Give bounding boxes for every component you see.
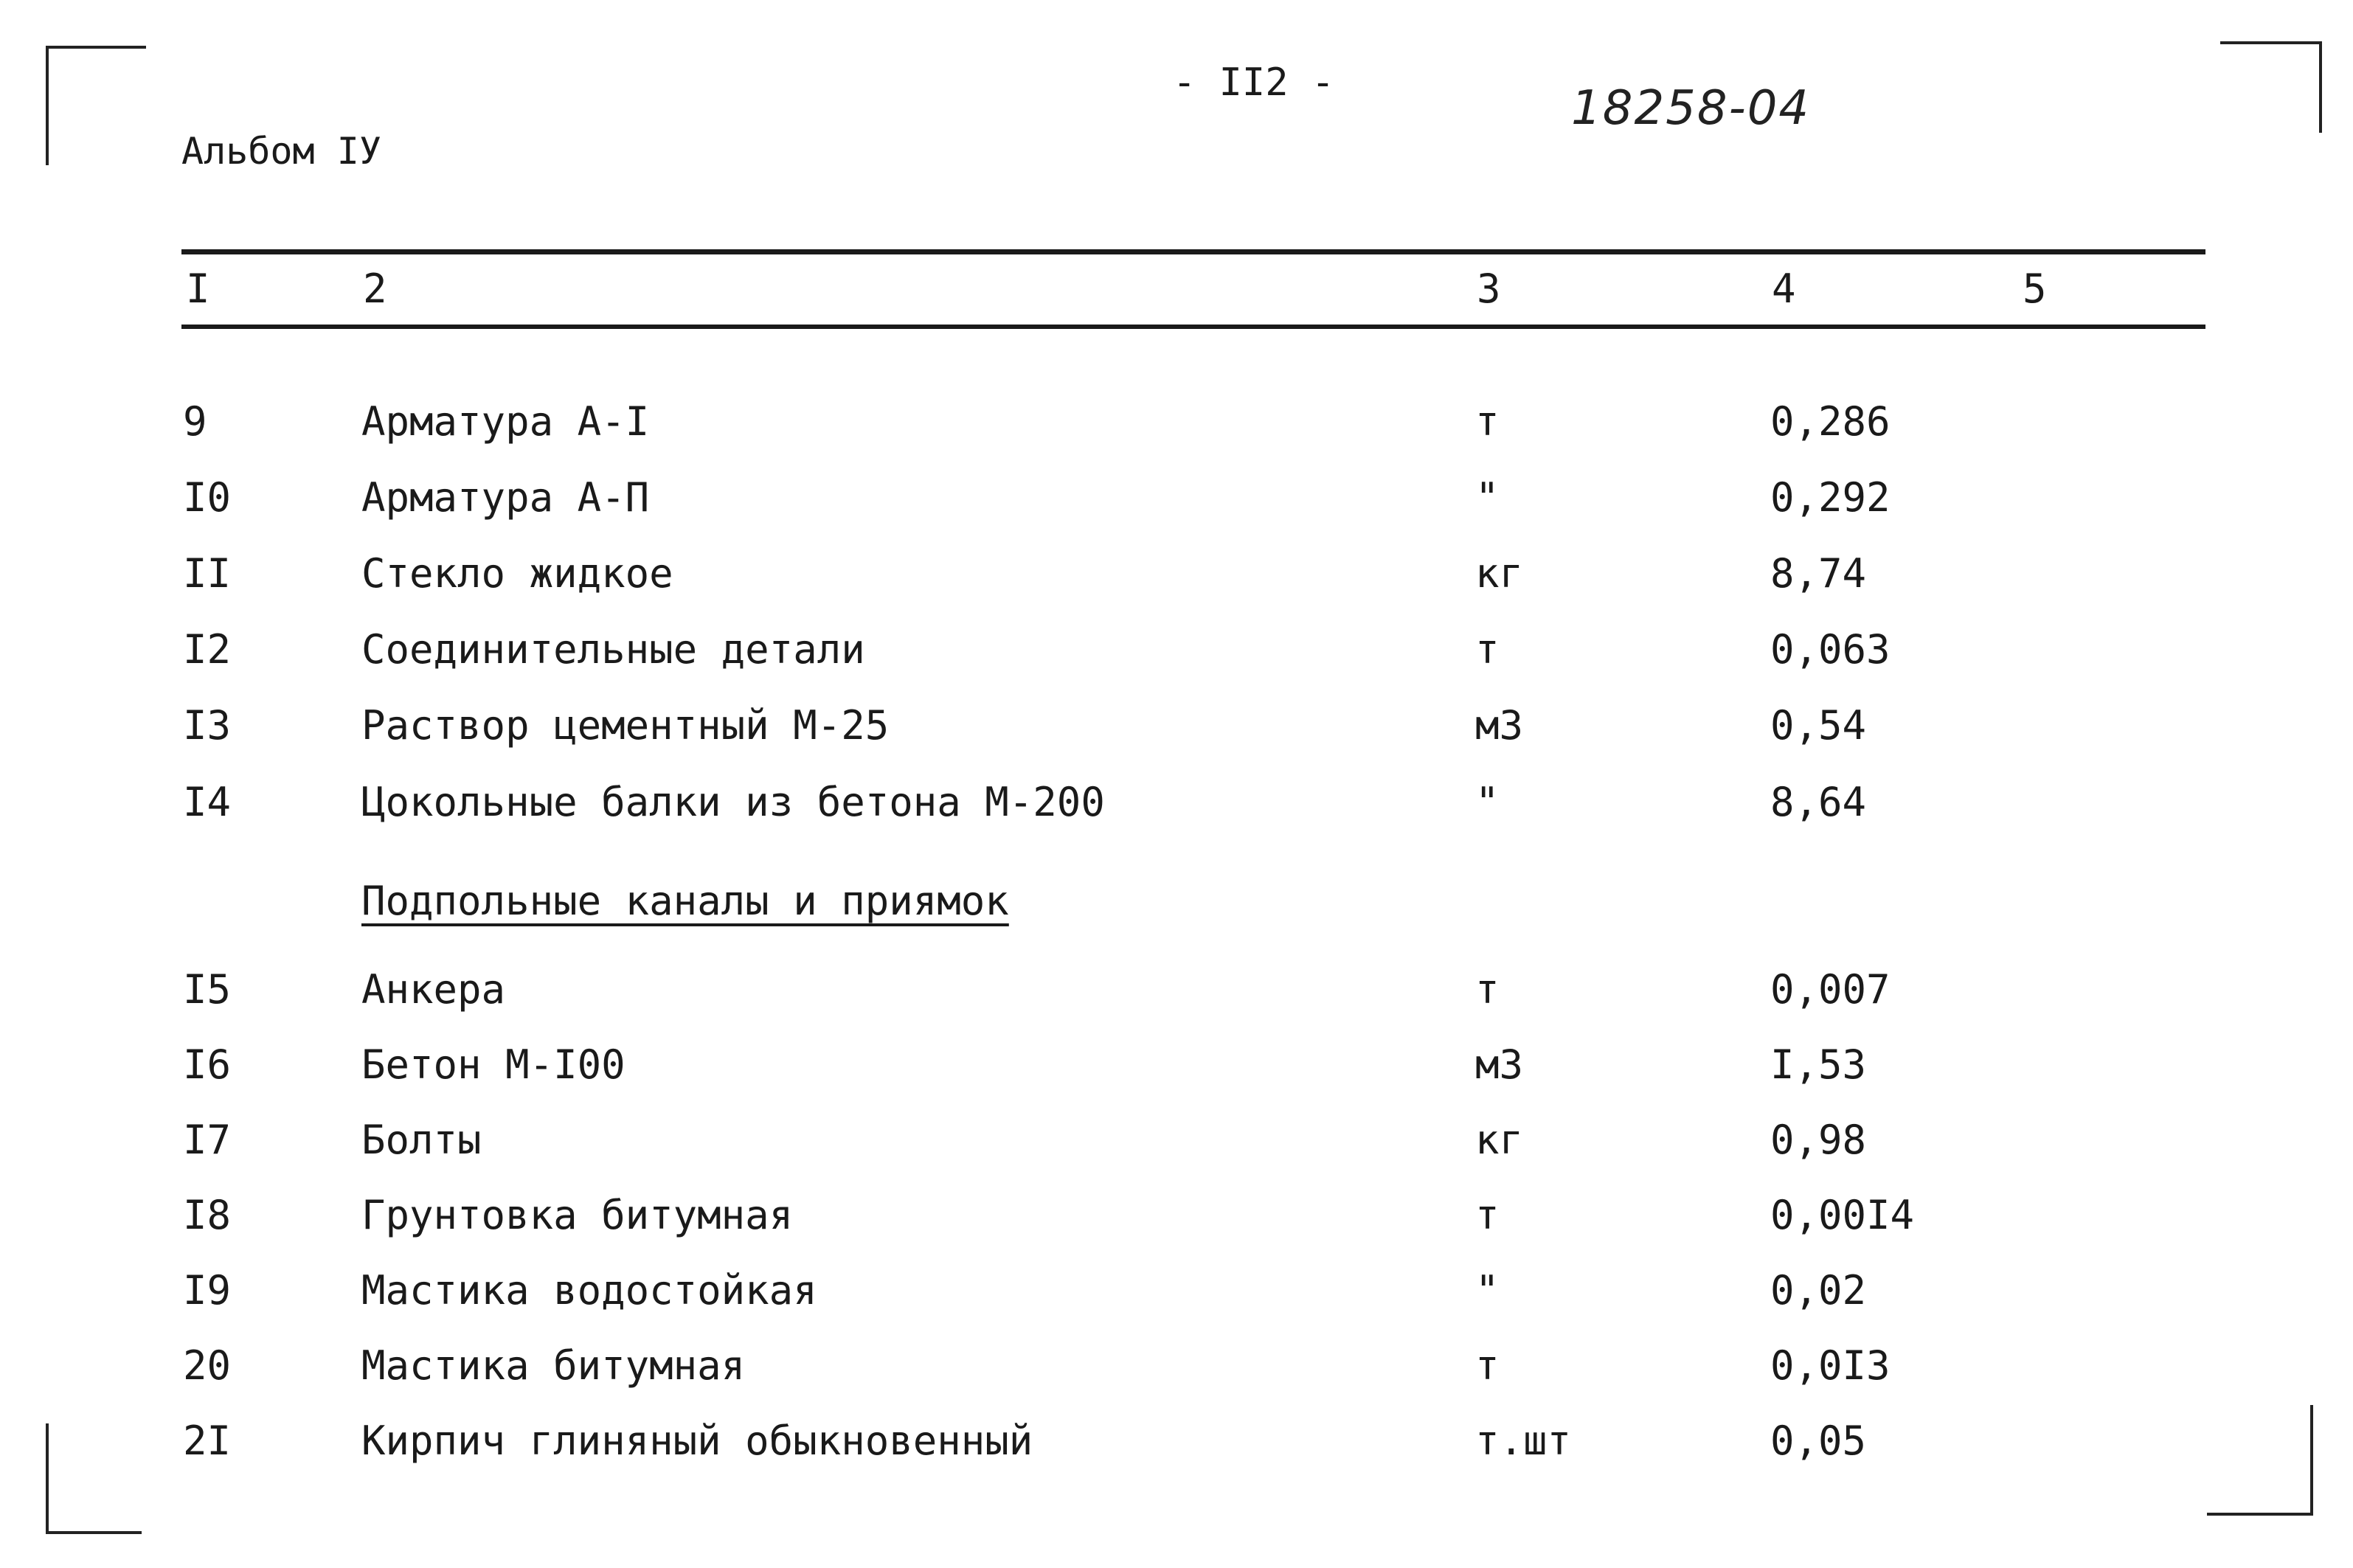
row-quantity: 0,292 bbox=[1770, 474, 1891, 521]
row-unit: т bbox=[1475, 1192, 1500, 1238]
row-number: 2I bbox=[183, 1418, 232, 1464]
column-header-1: I bbox=[186, 266, 210, 312]
row-number: I2 bbox=[183, 626, 232, 673]
row-unit: " bbox=[1475, 474, 1500, 521]
table-row bbox=[0, 398, 2353, 457]
row-name: Болты bbox=[361, 1117, 482, 1163]
table-row bbox=[0, 1342, 2353, 1401]
table-row bbox=[0, 1041, 2353, 1100]
row-quantity: 0,007 bbox=[1770, 966, 1891, 1013]
row-number: I5 bbox=[183, 966, 232, 1013]
table-row bbox=[0, 1418, 2353, 1477]
row-unit: т bbox=[1475, 398, 1500, 445]
table-row bbox=[0, 702, 2353, 761]
corner-mark-top-left bbox=[46, 46, 146, 165]
row-quantity: 0,05 bbox=[1770, 1418, 1867, 1464]
column-header-2: 2 bbox=[363, 266, 387, 312]
table-row bbox=[0, 550, 2353, 609]
row-unit: т bbox=[1475, 626, 1500, 673]
row-name: Бетон М-I00 bbox=[361, 1041, 625, 1088]
row-name: Цокольные балки из бетона М-200 bbox=[361, 779, 1105, 825]
table-row bbox=[0, 1117, 2353, 1176]
row-number: 9 bbox=[183, 398, 207, 445]
table-row bbox=[0, 1192, 2353, 1251]
row-name: Соединительные детали bbox=[361, 626, 865, 673]
table-row bbox=[0, 779, 2353, 838]
section-title: Подпольные каналы и приямок bbox=[361, 878, 1009, 924]
row-number: I6 bbox=[183, 1041, 232, 1088]
row-quantity: I,53 bbox=[1770, 1041, 1867, 1088]
row-number: 20 bbox=[183, 1342, 232, 1389]
row-name: Мастика водостойкая bbox=[361, 1267, 817, 1314]
table-row bbox=[0, 1267, 2353, 1326]
row-name: Раствор цементный М-25 bbox=[361, 702, 890, 749]
row-name: Стекло жидкое bbox=[361, 550, 673, 597]
row-unit: кг bbox=[1475, 1117, 1524, 1163]
row-number: II bbox=[183, 550, 232, 597]
document-number: 18258-04 bbox=[1571, 81, 1811, 136]
row-number: I0 bbox=[183, 474, 232, 521]
table-header-rule bbox=[181, 325, 2205, 329]
page-number: - II2 - bbox=[1173, 60, 1335, 105]
row-name: Кирпич глиняный обыкновенный bbox=[361, 1418, 1033, 1464]
column-header-3: 3 bbox=[1477, 266, 1501, 312]
row-quantity: 0,98 bbox=[1770, 1117, 1867, 1163]
row-unit: м3 bbox=[1475, 1041, 1524, 1088]
row-quantity: 0,063 bbox=[1770, 626, 1891, 673]
row-unit: т bbox=[1475, 1342, 1500, 1389]
row-number: I4 bbox=[183, 779, 232, 825]
row-name: Арматура А-П bbox=[361, 474, 650, 521]
row-quantity: 8,64 bbox=[1770, 779, 1867, 825]
row-quantity: 0,54 bbox=[1770, 702, 1867, 749]
row-number: I3 bbox=[183, 702, 232, 749]
corner-mark-top-right bbox=[2220, 41, 2322, 133]
row-name: Мастика битумная bbox=[361, 1342, 746, 1389]
row-unit: т bbox=[1475, 966, 1500, 1013]
row-quantity: 0,0I3 bbox=[1770, 1342, 1891, 1389]
row-number: I9 bbox=[183, 1267, 232, 1314]
row-name: Грунтовка битумная bbox=[361, 1192, 794, 1238]
row-number: I7 bbox=[183, 1117, 232, 1163]
row-unit: " bbox=[1475, 779, 1500, 825]
column-header-5: 5 bbox=[2023, 266, 2047, 312]
column-header-4: 4 bbox=[1772, 266, 1796, 312]
row-unit: кг bbox=[1475, 550, 1524, 597]
album-label: Альбом IУ bbox=[181, 130, 381, 173]
row-quantity: 8,74 bbox=[1770, 550, 1867, 597]
table-top-rule bbox=[181, 249, 2205, 254]
row-quantity: 0,00I4 bbox=[1770, 1192, 1915, 1238]
row-unit: т.шт bbox=[1475, 1418, 1572, 1464]
table-row bbox=[0, 626, 2353, 685]
row-name: Арматура А-I bbox=[361, 398, 650, 445]
row-name: Анкера bbox=[361, 966, 506, 1013]
row-quantity: 0,02 bbox=[1770, 1267, 1867, 1314]
row-number: I8 bbox=[183, 1192, 232, 1238]
table-row bbox=[0, 966, 2353, 1025]
table-row bbox=[0, 474, 2353, 533]
row-unit: " bbox=[1475, 1267, 1500, 1314]
row-quantity: 0,286 bbox=[1770, 398, 1891, 445]
row-unit: м3 bbox=[1475, 702, 1524, 749]
